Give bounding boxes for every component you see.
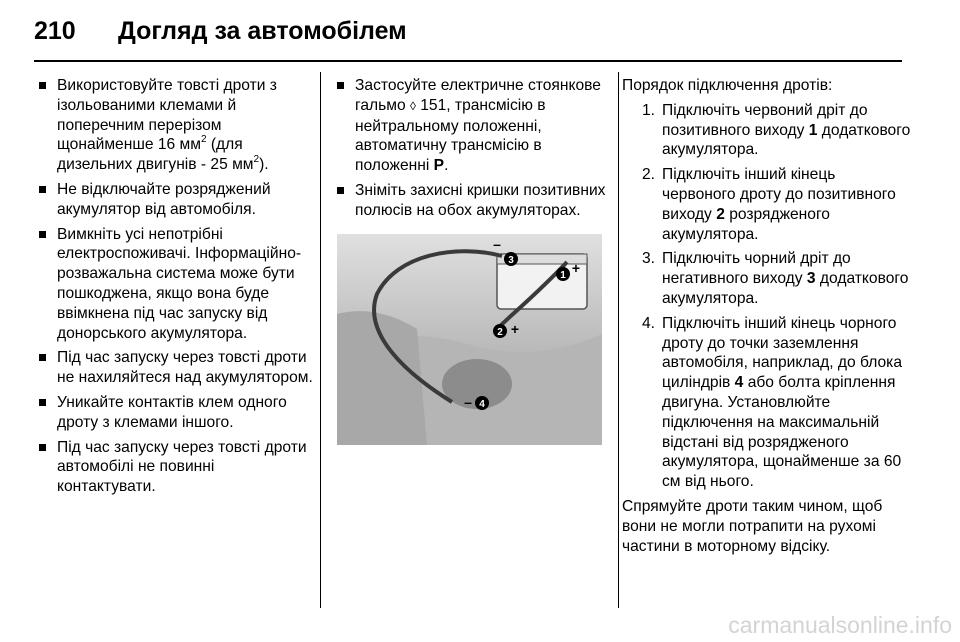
step-text: Підключіть інший кінець червоного дроту до позитивного виходу [662, 166, 896, 223]
step-number: 4. [642, 314, 656, 332]
step-text-end: або болта кріплення двигуна. Установлюйте підключення на максимальній відстані від розрядженого акумулятора, щонайменше за 60 см від нього. [662, 374, 902, 491]
header-rule [34, 60, 902, 62]
intake-shape [337, 311, 427, 445]
step-bold: 1 [808, 121, 818, 139]
step-text: Підключіть чорний дріт до негативного виходу [662, 250, 851, 288]
figure-label-2-sign: + [510, 321, 520, 337]
preparation-list [333, 76, 609, 221]
b1-end: ). [259, 156, 269, 174]
page-title: Догляд за автомобілем [118, 16, 407, 45]
jump-start-figure [337, 234, 602, 445]
step-text: Підключіть інший кінець чорного дроту до точки заземлення автомобіля, наприклад, до блока циліндрів [662, 314, 903, 392]
watermark: carmanualsonline.info [728, 612, 952, 638]
engine-bay-illustration [337, 234, 602, 445]
b1-ref: 151, трансмісію в нейтральному положенні, автоматичну трансмісію в положенні [355, 96, 546, 175]
list-item: Уникайте контактів клем одного дроту з клемами іншого. [35, 393, 313, 433]
column-divider-2 [618, 72, 619, 608]
figure-label-3-number: 3 [508, 255, 514, 266]
step-text-end: додаткового акумулятора. [662, 121, 911, 159]
b1-bold: P [433, 157, 445, 175]
step-text: Підключіть червоний дріт до позитивного виходу [662, 101, 868, 139]
list-item [333, 76, 609, 176]
figure-label-1-sign: + [571, 260, 581, 276]
page-header [34, 13, 407, 49]
figure-label-4-number: 4 [479, 399, 485, 410]
list-item: Вимкніть усі непотрібні електроспоживачі. Інформаційно-розважальна система може бути пошкоджена, якщо вона буде ввімкнена під час запуску від донорського акумулятора. [35, 225, 313, 344]
figure-label-3-sign: – [493, 236, 501, 252]
list-item [622, 165, 912, 244]
column-3 [622, 76, 912, 561]
page-number: 210 [34, 16, 76, 45]
step-number: 1. [642, 101, 656, 119]
step-bold: 3 [806, 270, 816, 288]
b1-pre: Застосуйте електричне стоянкове гальмо [355, 77, 601, 114]
column-1 [35, 76, 313, 502]
figure-label-4-sign: – [464, 394, 472, 410]
b1-text: Використовуйте товсті дроти з ізольованими клемами й поперечним перерізом щонайменше 16 мм [57, 77, 277, 154]
b1-end: . [444, 157, 449, 175]
list-item: Під час запуску через товсті дроти не нахиляйтеся над акумулятором. [35, 348, 313, 388]
step-text-end: розрядженого акумулятора. [662, 205, 830, 243]
column-divider-1 [320, 72, 321, 608]
list-item [622, 314, 912, 492]
list-item: Не відключайте розряджений акумулятор від автомобіля. [35, 180, 313, 220]
list-item: Зніміть захисні кришки позитивних полюсів на обох акумуляторах. [333, 181, 609, 221]
step-bold: 2 [716, 205, 725, 223]
list-item: Під час запуску через товсті дроти автомобілі не повинні контактувати. [35, 438, 313, 497]
b1-mid: (для дизельних двигунів - 25 мм [57, 136, 254, 174]
procedure-intro: Порядок підключення дротів: [622, 77, 833, 94]
step-bold: 4 [734, 374, 744, 392]
figure-label-1-number: 1 [560, 270, 566, 281]
precautions-list [35, 76, 313, 497]
column-2 [333, 76, 609, 226]
step-text-end: додаткового акумулятора. [662, 270, 909, 307]
list-item [35, 76, 313, 175]
procedure-outro: Спрямуйте дроти таким чином, щоб вони не могли потрапити на рухомі частини в моторному відсіку. [622, 497, 883, 555]
b1-sup-1: 2 [200, 134, 207, 146]
page-reference-icon: ◊ [409, 98, 416, 113]
list-item [622, 249, 912, 308]
list-item [622, 101, 912, 160]
step-number: 2. [642, 166, 656, 184]
step-number: 3. [642, 250, 656, 268]
connection-steps [622, 101, 912, 492]
b1-sup-2: 2 [253, 154, 260, 165]
figure-label-2-number: 2 [497, 327, 503, 338]
